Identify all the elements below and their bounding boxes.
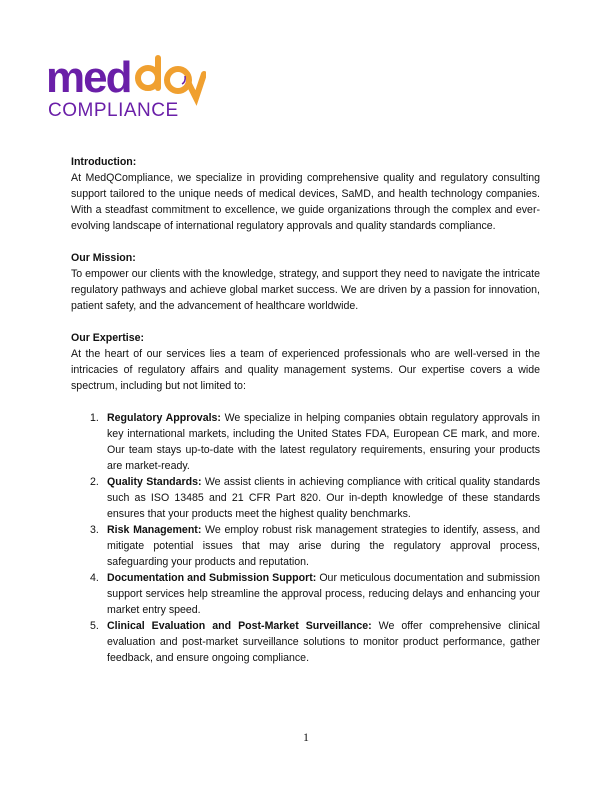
expertise-list bbox=[71, 410, 540, 666]
logo-wordmark-med: med bbox=[46, 54, 131, 102]
logo-graphic bbox=[46, 54, 206, 120]
list-number: 5. bbox=[90, 620, 99, 632]
list-item-text: Our meticulous documentation and submission support services help streamline the approval process, reducing delays and enhancing your market entry speed. bbox=[107, 572, 540, 616]
mission-heading: Our Mission: bbox=[71, 252, 136, 264]
list-item-title: Quality Standards: bbox=[107, 476, 202, 488]
list-item-title: Clinical Evaluation and Post-Market Surveillance: bbox=[107, 620, 372, 632]
list-number: 3. bbox=[90, 524, 99, 536]
medq-compliance-logo bbox=[46, 54, 206, 120]
spacer bbox=[71, 314, 540, 330]
list-item-text: We offer comprehensive clinical evaluation and post-market surveillance solutions to monitor product performance, gather feedback, and ensure ongoing compliance. bbox=[107, 620, 541, 664]
introduction-paragraph: At MedQCompliance, we specialize in providing comprehensive quality and regulatory consulting support tailored to the unique needs of medical devices, SaMD, and health technology companies. With a steadfast commitment to excellence, we guide organizations through the complex and ever-evolving landscape of international regulatory approvals and quality standards compliance. bbox=[71, 172, 540, 232]
mission-paragraph: To empower our clients with the knowledge, strategy, and support they need to navigate the intricate regulatory pathways and achieve global market success. We are driven by a passion for innovation, patient safety, and the advancement of healthcare worldwide. bbox=[71, 268, 540, 312]
list-item-title: Documentation and Submission Support: bbox=[107, 572, 317, 584]
list-item bbox=[71, 522, 540, 570]
expertise-paragraph: At the heart of our services lies a team of experienced professionals who are well-versed in the intricacies of regulatory affairs and quality management systems. Our expertise covers a wide spectrum, including but not limited to: bbox=[71, 348, 540, 392]
list-item-text: We assist clients in achieving compliance with critical quality standards such as ISO 13485 and 21 CFR Part 820. Our in-depth knowledge of these standards ensures that your products meet the highest quality benchmarks. bbox=[107, 476, 540, 520]
list-number: 1. bbox=[90, 412, 99, 424]
list-item bbox=[71, 410, 540, 474]
list-item bbox=[71, 618, 540, 666]
list-item-text: We employ robust risk management strategies to identify, assess, and mitigate potential issues that may arise during the regulatory approval process, safeguarding your products and reputation. bbox=[107, 524, 540, 568]
list-item-title: Regulatory Approvals: bbox=[107, 412, 221, 424]
logo-orange-mark bbox=[138, 58, 204, 98]
expertise-heading: Our Expertise: bbox=[71, 332, 145, 344]
document-body bbox=[71, 154, 540, 666]
list-item bbox=[71, 474, 540, 522]
introduction-heading: Introduction: bbox=[71, 156, 137, 168]
logo-subtitle: COMPLIANCE bbox=[48, 100, 179, 120]
list-number: 4. bbox=[90, 572, 99, 584]
list-number: 2. bbox=[90, 476, 99, 488]
list-item-title: Risk Management: bbox=[107, 524, 202, 536]
logo-accent-swirl bbox=[182, 76, 185, 84]
spacer bbox=[71, 234, 540, 250]
list-item-text: We specialize in helping companies obtain regulatory approvals in key international markets, including the United States FDA, European CE mark, and more. Our team stays up-to-date with the latest regulatory requirements, ensuring your products are market-ready. bbox=[107, 412, 541, 472]
list-item bbox=[71, 570, 540, 618]
page-number: 1 bbox=[303, 730, 309, 744]
